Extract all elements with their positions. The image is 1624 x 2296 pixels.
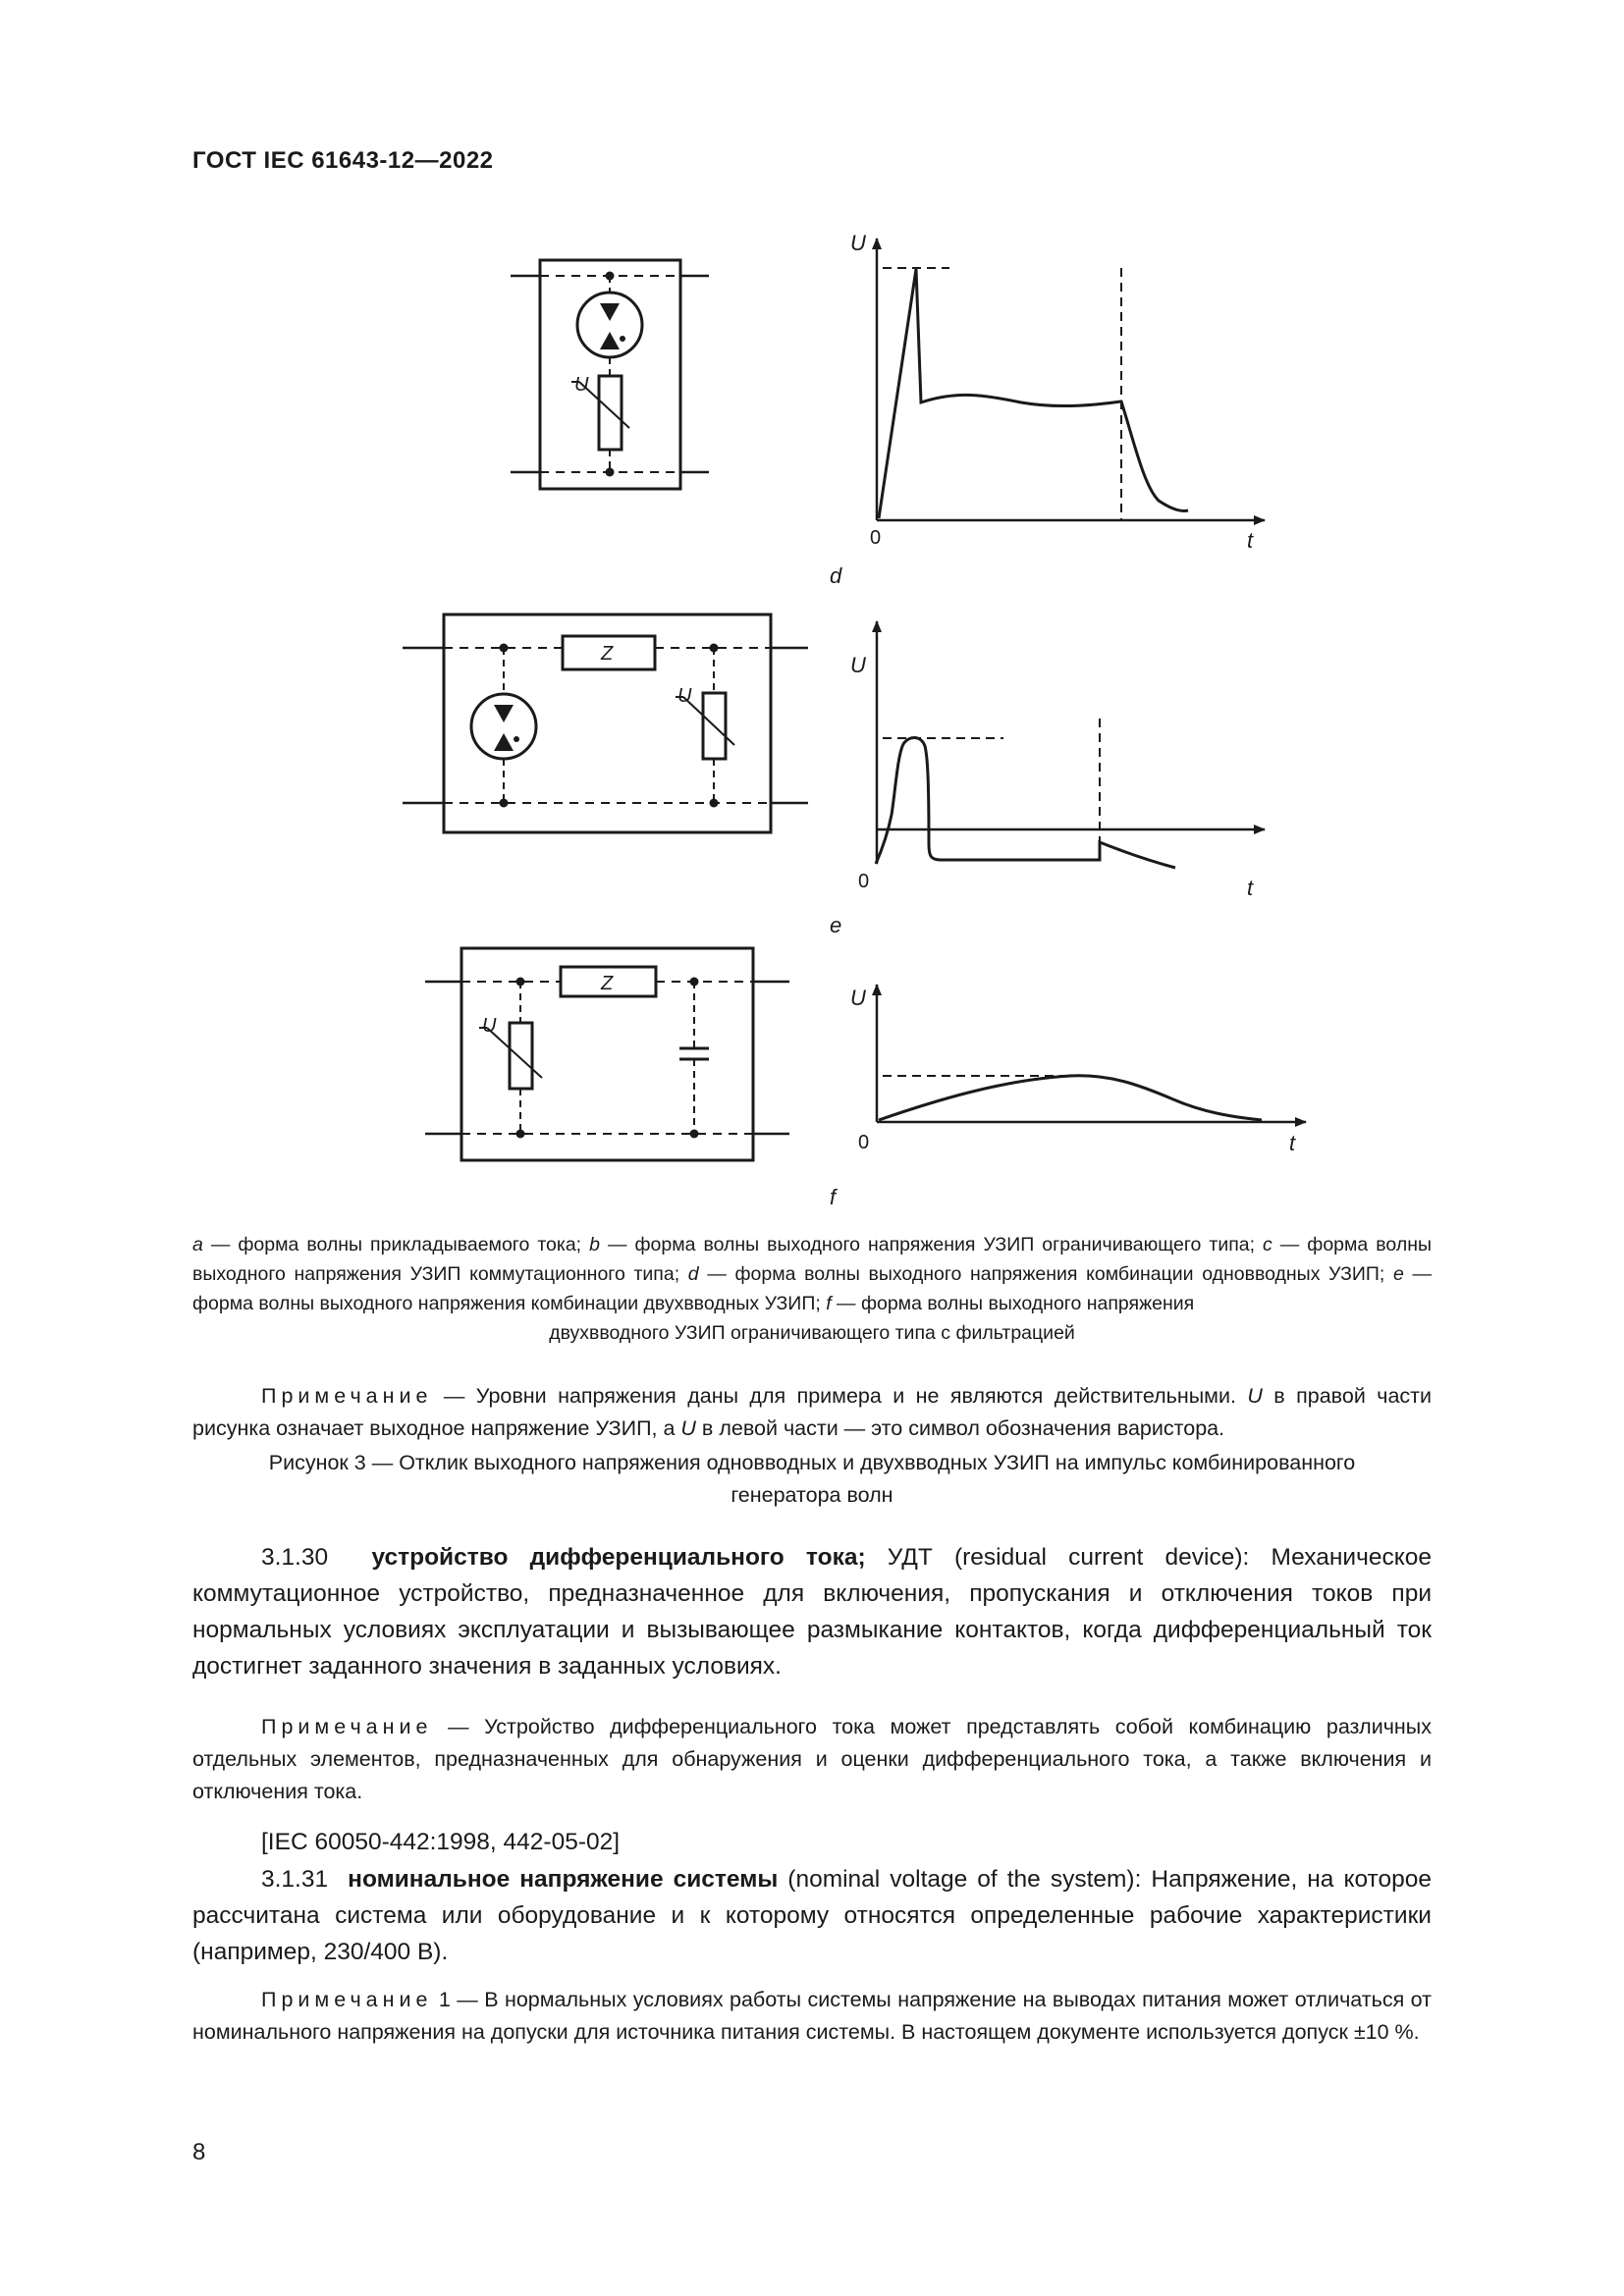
panel-d-letter: d bbox=[830, 563, 842, 588]
panel-e-u-label: U bbox=[850, 653, 866, 677]
panel-d-t-label: t bbox=[1247, 528, 1254, 553]
panel-d-tube-arrow-up bbox=[600, 332, 620, 349]
figure-title: Рисунок 3 — Отклик выходного напряжения одновводных и двухвводных УЗИП на импульс комбинированного генератора волн bbox=[268, 1451, 1356, 1507]
panel-f-z-label: Z bbox=[601, 973, 614, 994]
panel-f-varistor-u: U bbox=[482, 1015, 497, 1037]
panel-d-tube-arrow-down bbox=[600, 303, 620, 321]
panel-d-u-label: U bbox=[850, 231, 866, 255]
panel-e-letter: e bbox=[830, 913, 842, 937]
panel-e-z-label: Z bbox=[601, 643, 614, 665]
panel-e-varistor-u: U bbox=[677, 685, 692, 707]
panel-d-varistor bbox=[599, 376, 622, 450]
document-header: ГОСТ IEC 61643-12—2022 bbox=[192, 147, 494, 174]
panel-f-u-label: U bbox=[850, 986, 866, 1010]
panel-f-origin: 0 bbox=[858, 1132, 870, 1153]
section-3-1-31-note: Примечание 1 — В нормальных условиях работы системы напряжение на выводах питания может отличаться от номинального напряжения на допуски для источника питания системы. В настоящем документе используется допуск ±10 %. bbox=[192, 1988, 1432, 2044]
panel-f-letter: f bbox=[830, 1185, 837, 1209]
panel-f-waveform bbox=[879, 1076, 1262, 1120]
panel-f-t-label: t bbox=[1289, 1131, 1296, 1155]
panel-d-graph bbox=[877, 239, 1265, 520]
panel-f-varistor bbox=[510, 1023, 532, 1089]
panel-d-circuit bbox=[511, 260, 709, 489]
panel-e-waveform bbox=[876, 737, 1175, 868]
figure-legend: a — форма волны прикладываемого тока; b — форма волны выходного напряжения УЗИП ограничивающего типа; c — форма волны выходного напряжения УЗИП коммутационного типа; d — форма волны выходного напряжения комбинации одновводных УЗИП; e — форма волны выходного напряжения комбинации двухвводных УЗИП; f — форма волны выходного напряжения двухвводного УЗИП ограничивающего типа с фильтрацией bbox=[192, 1234, 1432, 1344]
panel-e-origin: 0 bbox=[858, 871, 870, 892]
figure-note: Примечание — Уровни напряжения даны для примера и не являются действительными. U в правой части рисунка означает выходное напряжение УЗИП, а U в левой части — это символ обозначения варистора. bbox=[192, 1384, 1433, 1440]
section-3-1-31: 3.1.31 номинальное напряжение системы (nominal voltage of the system): Напряжение, на которое рассчитана система или оборудование и к которому относятся определенные рабочие характеристики (например, 230/400 В). bbox=[192, 1866, 1432, 1965]
section-3-1-30-note: Примечание — Устройство дифференциального тока может представлять собой комбинацию различных отдельных элементов, предназначенных для обнаружения и оценки дифференциального тока, а также включения и отключения тока. bbox=[192, 1715, 1432, 1803]
panel-f-graph bbox=[877, 985, 1306, 1122]
page-number: 8 bbox=[192, 2139, 206, 2165]
panel-d-origin: 0 bbox=[870, 527, 882, 549]
panel-d-waveform bbox=[879, 269, 1188, 518]
panel-e-graph bbox=[876, 621, 1265, 868]
section-3-1-30: 3.1.30 устройство дифференциального тока; УДТ (residual current device): Механическое коммутационное устройство, предназначенное для включения, пропускания и отключения токов при нормальных условиях эксплуатации и вызывающее размыкание контактов, когда дифференциальный ток достигнет заданного значения в заданных условиях. bbox=[192, 1544, 1432, 1680]
panel-d-varistor-u: U bbox=[574, 374, 589, 396]
panel-e-t-label: t bbox=[1247, 876, 1254, 900]
section-3-1-30-reference: [IEC 60050-442:1998, 442-05-02] bbox=[261, 1829, 621, 1855]
